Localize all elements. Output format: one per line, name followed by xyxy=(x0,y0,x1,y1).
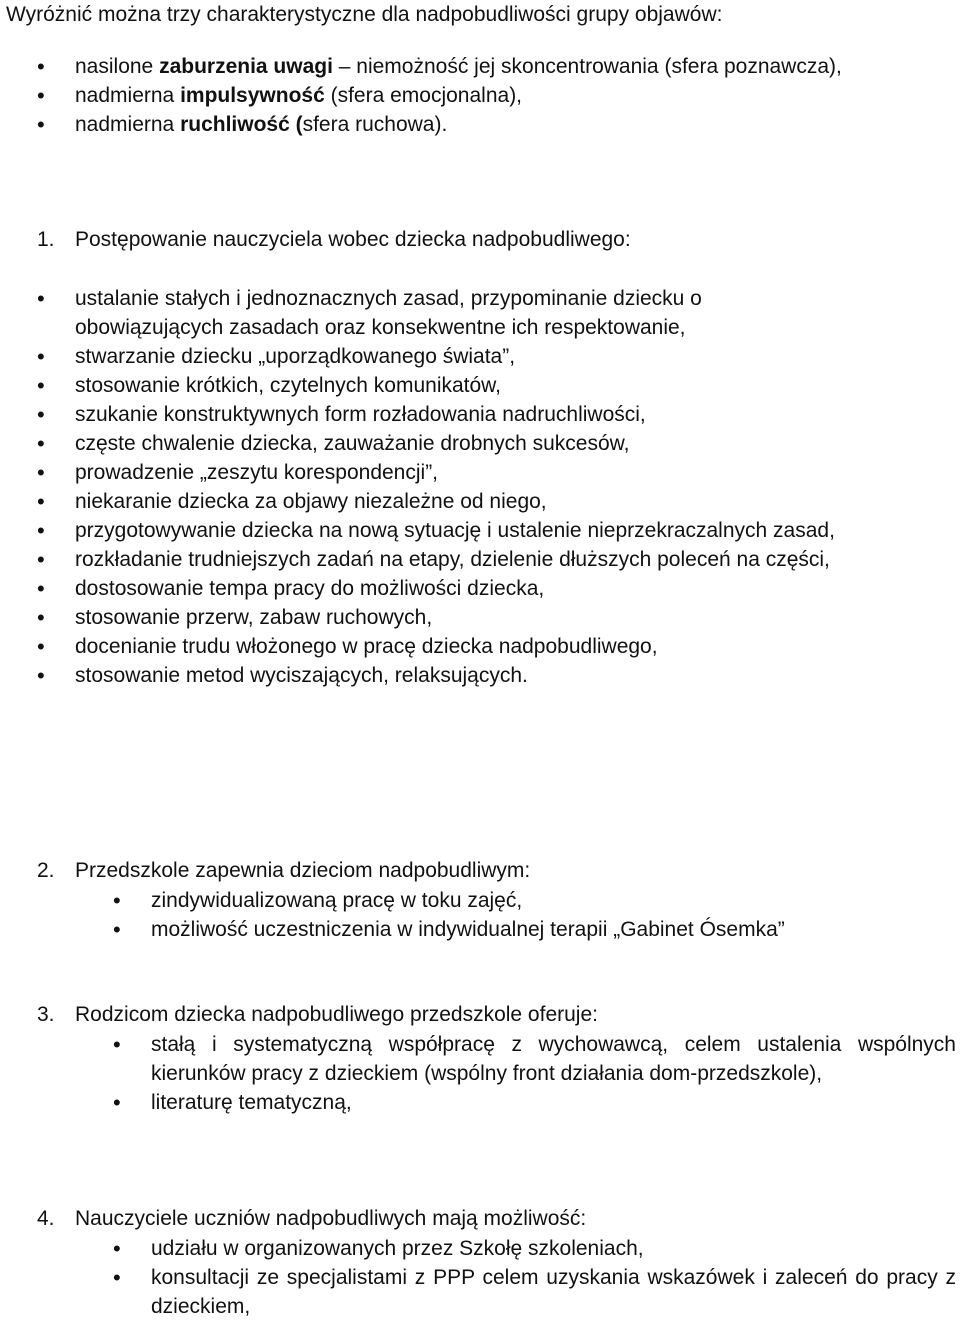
section-3-list xyxy=(151,1030,956,1117)
section-1-heading xyxy=(37,225,631,254)
list-item: • stosowanie przerw, zabaw ruchowych, xyxy=(75,603,956,632)
section-title: Przedszkole zapewnia dzieciom nadpobudliwym: xyxy=(75,859,531,882)
list-item: • ustalanie stałych i jednoznacznych zasad, przypominanie dziecku o obowiązujących zasadach oraz konsekwentne ich respektowanie, xyxy=(75,284,956,342)
list-item: • rozkładanie trudniejszych zadań na etapy, dzielenie dłuższych poleceń na części, xyxy=(75,545,956,574)
list-item: • literaturę tematyczną, xyxy=(151,1088,956,1117)
section-title: Postępowanie nauczyciela wobec dziecka nadpobudliwego: xyxy=(75,228,631,251)
list-item: • stałą i systematyczną współpracę z wychowawcą, celem ustalenia wspólnych kierunków pracy z dzieckiem (wspólny front działania dom-przedszkole), xyxy=(151,1030,956,1088)
list-item: • prowadzenie „zeszytu korespondencji”, xyxy=(75,458,956,487)
section-4-heading xyxy=(37,1204,586,1233)
list-item: • przygotowywanie dziecka na nową sytuację i ustalenie nieprzekraczalnych zasad, xyxy=(75,516,956,545)
list-item: • zindywidualizowaną pracę w toku zajęć, xyxy=(151,886,956,915)
list-item: • nadmierna ruchliwość (sfera ruchowa). xyxy=(75,110,956,139)
list-item: • konsultacji ze specjalistami z PPP celem uzyskania wskazówek i zaleceń do pracy z dzieckiem, xyxy=(151,1263,956,1321)
section-1-list xyxy=(75,284,956,690)
list-item: • udziału w organizowanych przez Szkołę szkoleniach, xyxy=(151,1234,956,1263)
section-number: 1. xyxy=(37,228,55,251)
list-item: • dostosowanie tempa pracy do możliwości dziecka, xyxy=(75,574,956,603)
list-item: • docenianie trudu włożonego w pracę dziecka nadpobudliwego, xyxy=(75,632,956,661)
list-item: • nasilone zaburzenia uwagi – niemożność jej skoncentrowania (sfera poznawcza), xyxy=(75,52,956,81)
section-number: 2. xyxy=(37,859,55,882)
section-3-heading xyxy=(37,1000,598,1029)
section-2-heading xyxy=(37,856,530,885)
list-item: • częste chwalenie dziecka, zauważanie drobnych sukcesów, xyxy=(75,429,956,458)
section-title: Nauczyciele uczniów nadpobudliwych mają możliwość: xyxy=(75,1207,587,1230)
list-item: • stosowanie metod wyciszających, relaksujących. xyxy=(75,661,956,690)
list-item: • możliwość uczestniczenia w indywidualnej terapii „Gabinet Ósemka” xyxy=(151,915,956,944)
symptoms-list xyxy=(75,52,956,139)
list-item: • szukanie konstruktywnych form rozładowania nadruchliwości, xyxy=(75,400,956,429)
list-item: • nadmierna impulsywność (sfera emocjonalna), xyxy=(75,81,956,110)
section-2-list xyxy=(151,886,956,944)
section-number: 4. xyxy=(37,1207,55,1230)
section-4-list xyxy=(151,1234,956,1321)
section-number: 3. xyxy=(37,1003,55,1026)
intro-paragraph: Wyróżnić można trzy charakterystyczne dla nadpobudliwości grupy objawów: xyxy=(6,3,723,26)
list-item: • stwarzanie dziecku „uporządkowanego świata”, xyxy=(75,342,956,371)
list-item: • niekaranie dziecka za objawy niezależne od niego, xyxy=(75,487,956,516)
section-title: Rodzicom dziecka nadpobudliwego przedszkole oferuje: xyxy=(75,1003,598,1026)
list-item: • stosowanie krótkich, czytelnych komunikatów, xyxy=(75,371,956,400)
